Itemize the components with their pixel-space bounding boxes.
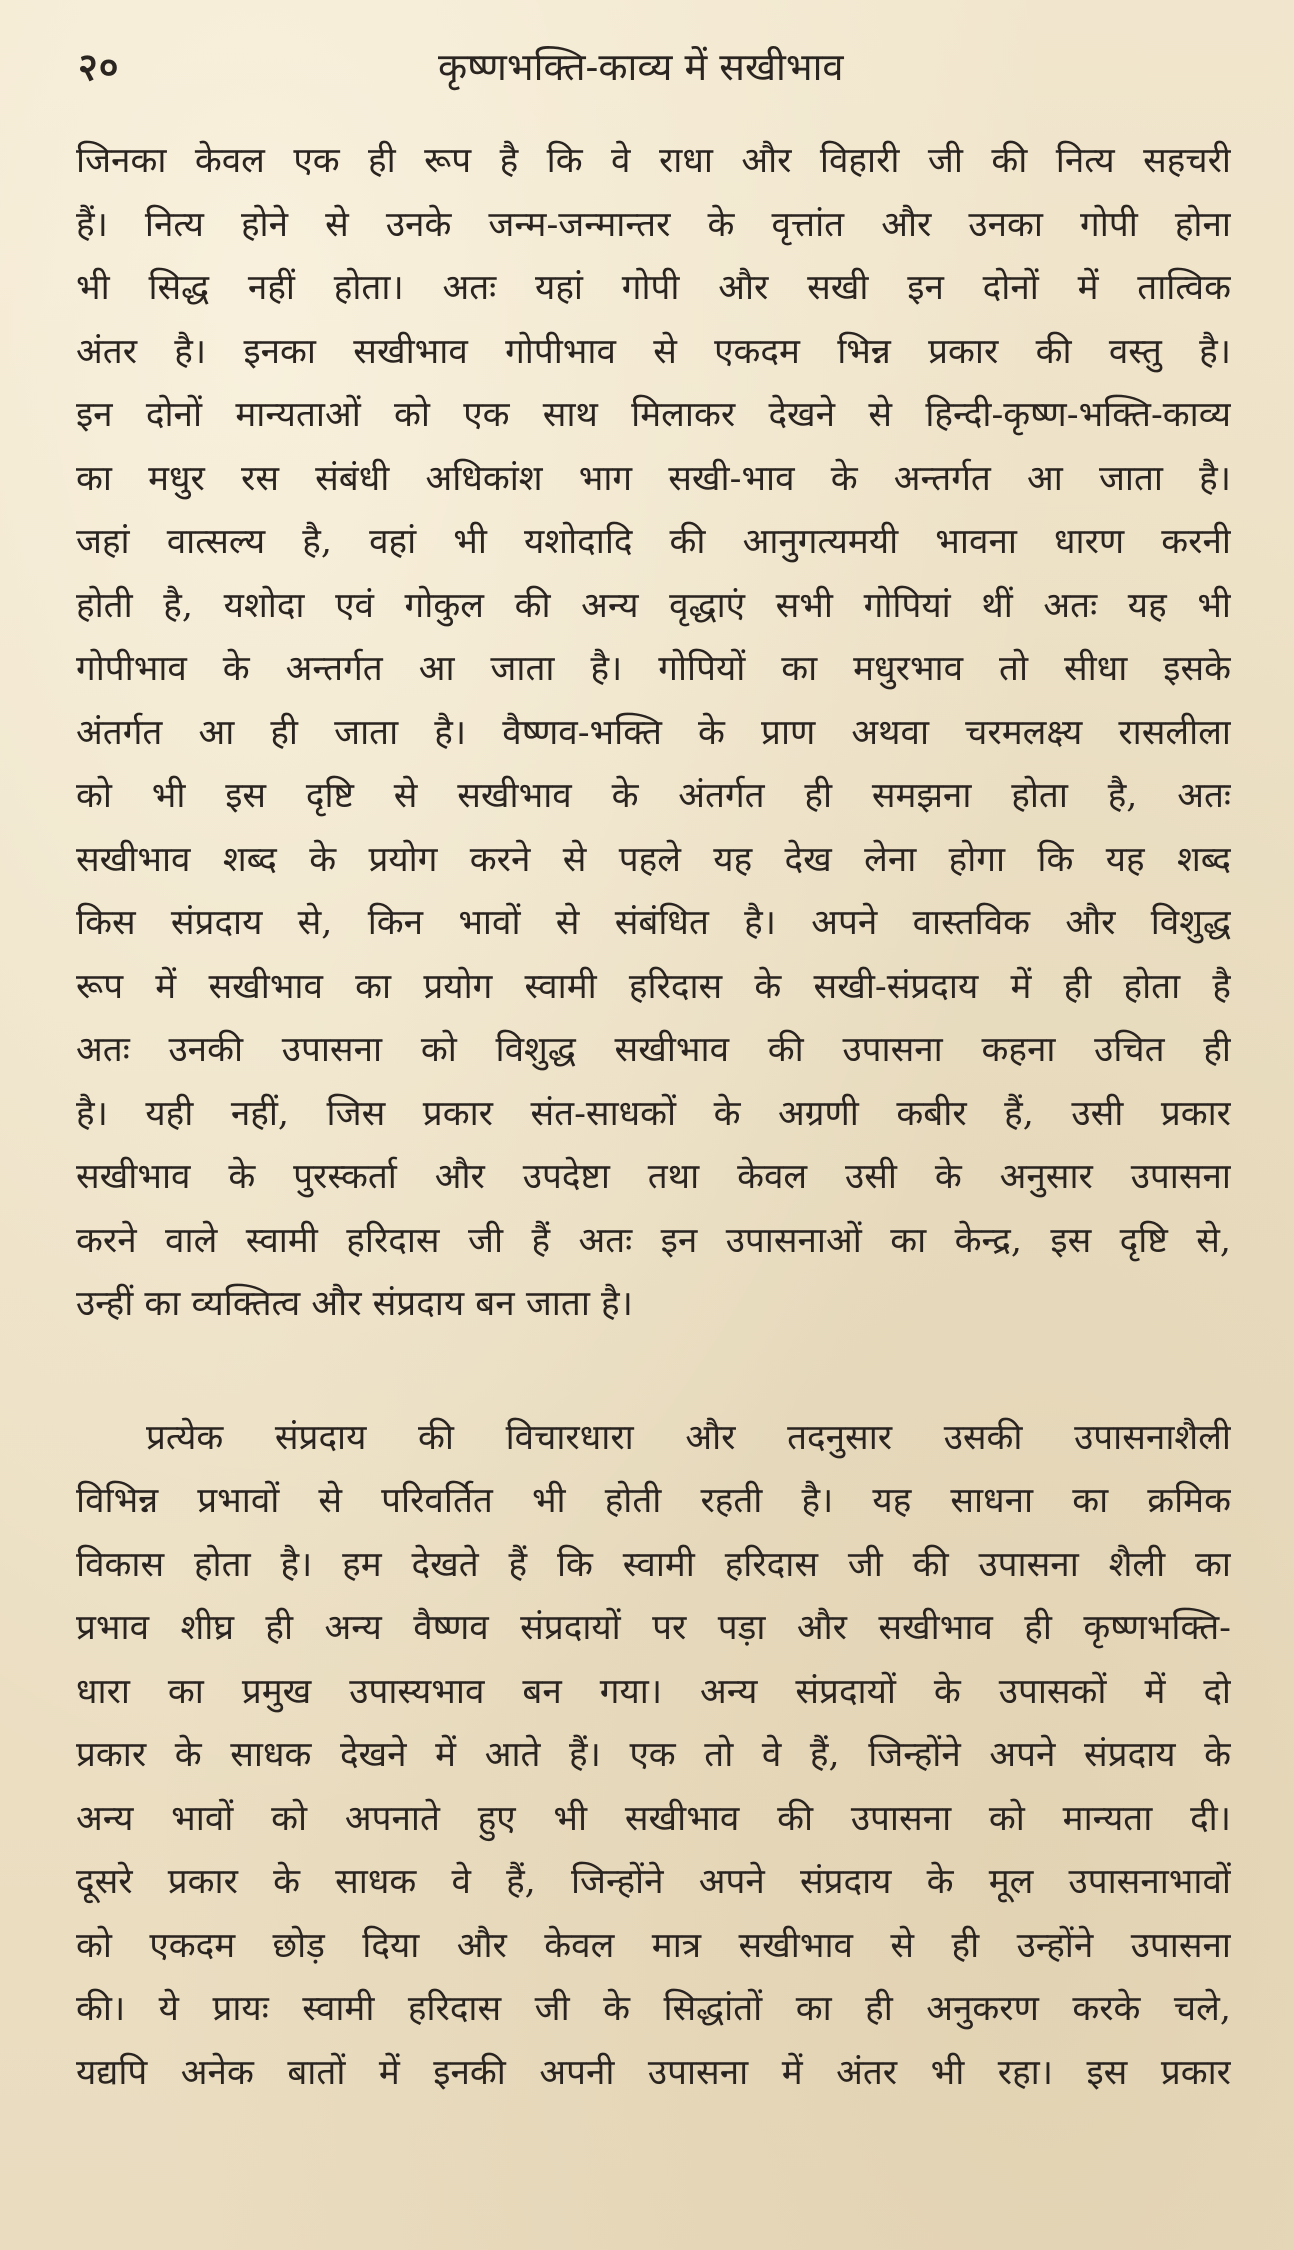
page-number: २० xyxy=(78,44,120,89)
text-line: हैं। नित्य होने से उनके जन्म-जन्मान्तर के वृत्तांत और उनका गोपी होना xyxy=(76,204,1231,245)
text-line: सखीभाव के पुरस्कर्ता और उपदेष्टा तथा केवल उसी के अनुसार उपासना xyxy=(76,1157,1231,1197)
text-line: प्रभाव शीघ्र ही अन्य वैष्णव संप्रदायों पर पड़ा और सखीभाव ही कृष्णभक्ति- xyxy=(76,1608,1231,1648)
text-line: इन दोनों मान्यताओं को एक साथ मिलाकर देखने से हिन्दी-कृष्ण-भक्ति-काव्य xyxy=(76,395,1231,435)
text-line: अतः उनकी उपासना को विशुद्ध सखीभाव की उपासना कहना उचित ही xyxy=(76,1030,1231,1070)
text-line: को एकदम छोड़ दिया और केवल मात्र सखीभाव से ही उन्होंने उपासना xyxy=(76,1925,1231,1966)
text-line: प्रकार के साधक देखने में आते हैं। एक तो वे हैं, जिन्होंने अपने संप्रदाय के xyxy=(76,1735,1231,1775)
paragraph-1 xyxy=(76,130,1231,1337)
text-line: विकास होता है। हम देखते हैं कि स्वामी हरिदास जी की उपासना शैली का xyxy=(76,1544,1231,1585)
running-title: कृष्णभक्ति-काव्य में सखीभाव xyxy=(438,45,844,89)
text-line: दूसरे प्रकार के साधक वे हैं, जिन्होंने अपने संप्रदाय के मूल उपासनाभावों xyxy=(76,1862,1231,1902)
paragraph-gap xyxy=(76,1337,1231,1407)
text-line: रूप में सखीभाव का प्रयोग स्वामी हरिदास के सखी-संप्रदाय में ही होता है xyxy=(76,966,1231,1007)
body-text xyxy=(76,130,1231,2105)
text-line: जहां वात्सल्य है, वहां भी यशोदादि की आनुगत्यमयी भावना धारण करनी xyxy=(76,522,1231,562)
running-head xyxy=(78,40,1228,92)
text-line: यद्यपि अनेक बातों में इनकी अपनी उपासना में अंतर भी रहा। इस प्रकार xyxy=(76,2052,1231,2093)
text-line: धारा का प्रमुख उपास्यभाव बन गया। अन्य संप्रदायों के उपासकों में दो xyxy=(76,1671,1231,1712)
text-line: अंतर है। इनका सखीभाव गोपीभाव से एकदम भिन्न प्रकार की वस्तु है। xyxy=(76,331,1231,372)
text-line: होती है, यशोदा एवं गोकुल की अन्य वृद्धाएं सभी गोपियां थीं अतः यह भी xyxy=(76,585,1231,626)
text-line: करने वाले स्वामी हरिदास जी हैं अतः इन उपासनाओं का केन्द्र, इस दृष्टि से, xyxy=(76,1220,1231,1261)
paragraph-2 xyxy=(76,1407,1231,2106)
text-line: प्रत्येक संप्रदाय की विचारधारा और तदनुसार उसकी उपासनाशैली xyxy=(146,1417,1231,1458)
text-line: जिनका केवल एक ही रूप है कि वे राधा और विहारी जी की नित्य सहचरी xyxy=(76,141,1231,181)
text-line: अंतर्गत आ ही जाता है। वैष्णव-भक्ति के प्राण अथवा चरमलक्ष्य रासलीला xyxy=(76,712,1231,753)
text-line: किस संप्रदाय से, किन भावों से संबंधित है। अपने वास्तविक और विशुद्ध xyxy=(76,903,1231,943)
text-line: विभिन्न प्रभावों से परिवर्तित भी होती रहती है। यह साधना का क्रमिक xyxy=(76,1481,1231,1521)
text-line: है। यही नहीं, जिस प्रकार संत-साधकों के अग्रणी कबीर हैं, उसी प्रकार xyxy=(76,1093,1231,1134)
text-line: भी सिद्ध नहीं होता। अतः यहां गोपी और सखी इन दोनों में तात्विक xyxy=(76,268,1231,308)
text-line: की। ये प्रायः स्वामी हरिदास जी के सिद्धांतों का ही अनुकरण करके चले, xyxy=(76,1989,1231,2029)
text-line: का मधुर रस संबंधी अधिकांश भाग सखी-भाव के अन्तर्गत आ जाता है। xyxy=(76,458,1231,499)
text-line: उन्हीं का व्यक्तित्व और संप्रदाय बन जाता है। xyxy=(76,1284,633,1324)
text-line: सखीभाव शब्द के प्रयोग करने से पहले यह देख लेना होगा कि यह शब्द xyxy=(76,839,1231,880)
text-line: को भी इस दृष्टि से सखीभाव के अंतर्गत ही समझना होता है, अतः xyxy=(76,776,1231,816)
text-line: अन्य भावों को अपनाते हुए भी सखीभाव की उपासना को मान्यता दी। xyxy=(76,1798,1231,1839)
text-line: गोपीभाव के अन्तर्गत आ जाता है। गोपियों का मधुरभाव तो सीधा इसके xyxy=(76,649,1231,689)
